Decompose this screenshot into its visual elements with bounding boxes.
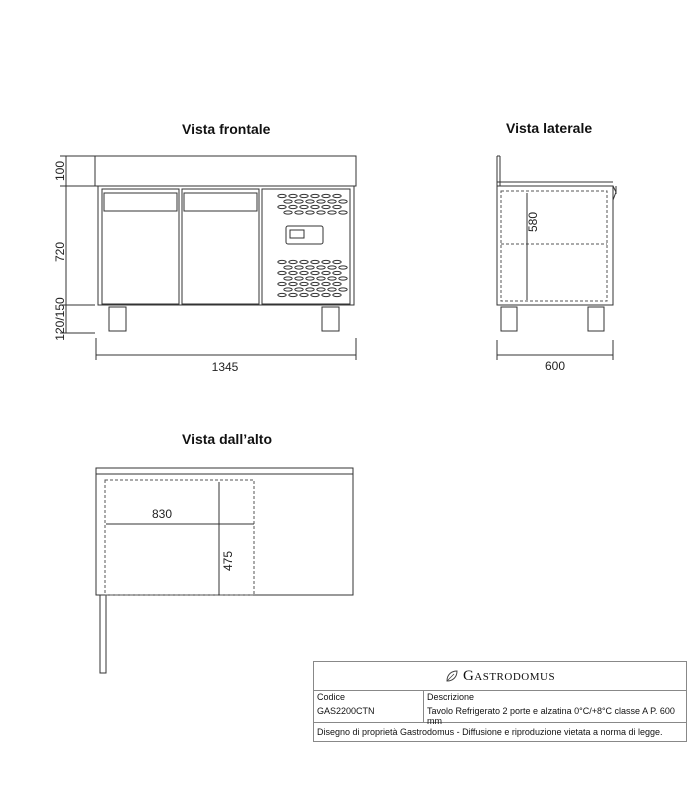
top-worktop (96, 468, 353, 595)
vent-slot (300, 282, 308, 285)
front-view (60, 156, 356, 360)
front-leg-right (322, 307, 339, 331)
vent-slot (322, 260, 330, 263)
vent-slot (328, 288, 336, 291)
vent-slot (306, 266, 314, 269)
vent-slot (311, 271, 319, 274)
vent-slot (289, 271, 297, 274)
vent-slot (317, 200, 325, 203)
vent-slot (317, 211, 325, 214)
vent-slot (295, 200, 303, 203)
vent-slot (278, 194, 286, 197)
front-leg-left (109, 307, 126, 331)
vent-slot (300, 205, 308, 208)
vent-slot (311, 293, 319, 296)
title-block (313, 661, 687, 742)
vent-slot (295, 266, 303, 269)
dim-front-width: 1345 (211, 360, 239, 374)
vent-slot (278, 260, 286, 263)
side-leg-front (501, 307, 517, 331)
vent-slot (284, 277, 292, 280)
vent-slot (284, 200, 292, 203)
front-door-right (182, 189, 259, 304)
vent-slot (311, 260, 319, 263)
vent-slot (311, 282, 319, 285)
dim-side-internal-height: 580 (526, 211, 541, 233)
vent-slot (317, 277, 325, 280)
vent-slot (339, 266, 347, 269)
vent-slot (278, 282, 286, 285)
vent-slot (317, 288, 325, 291)
vent-slot (295, 211, 303, 214)
dim-top-internal-width: 830 (151, 507, 173, 521)
side-view-title: Vista laterale (506, 120, 593, 136)
code-value: GAS2200CTN (317, 706, 375, 716)
front-view-title: Vista frontale (182, 121, 271, 137)
vent-slot (300, 293, 308, 296)
front-width-dimension (96, 338, 356, 360)
vent-slot (306, 200, 314, 203)
side-depth-dimension (497, 340, 613, 360)
vent-slot (333, 260, 341, 263)
vent-slot (295, 288, 303, 291)
vent-slot (328, 211, 336, 214)
code-label: Codice (317, 692, 346, 702)
brand-logo (314, 662, 686, 691)
vent-slot (339, 200, 347, 203)
vent-slot (300, 194, 308, 197)
vent-slot (278, 293, 286, 296)
vent-slot (333, 205, 341, 208)
vent-slot (278, 271, 286, 274)
side-view (497, 156, 616, 360)
description-cell (424, 690, 686, 726)
vent-slot (322, 205, 330, 208)
dim-side-depth: 600 (544, 359, 566, 373)
vent-slot (311, 205, 319, 208)
vent-slot (306, 277, 314, 280)
vent-slot (306, 211, 314, 214)
brand-leaf-icon (445, 669, 459, 683)
top-door-open (100, 595, 106, 673)
side-leg-back (588, 307, 604, 331)
vent-slot (322, 194, 330, 197)
vent-slot (295, 277, 303, 280)
vent-slot (300, 260, 308, 263)
vent-slot (322, 293, 330, 296)
vent-slot (317, 266, 325, 269)
vent-slot (311, 194, 319, 197)
vent-slot (322, 282, 330, 285)
vent-slot (339, 211, 347, 214)
front-door-left (102, 189, 179, 304)
vent-slot (322, 271, 330, 274)
vent-slot (339, 277, 347, 280)
vent-slot (333, 282, 341, 285)
vent-slot (328, 200, 336, 203)
vent-slot (300, 271, 308, 274)
vent-slot (284, 288, 292, 291)
vent-slot (289, 260, 297, 263)
vent-grille-top (278, 194, 347, 214)
vent-slot (328, 277, 336, 280)
code-cell (314, 690, 424, 722)
dim-front-body-height: 720 (53, 241, 68, 263)
vent-slot (289, 194, 297, 197)
front-compressor-panel (262, 189, 350, 304)
vent-slot (284, 211, 292, 214)
vent-slot (328, 266, 336, 269)
dim-top-internal-depth: 475 (221, 550, 236, 572)
vent-slot (333, 271, 341, 274)
vent-slot (289, 205, 297, 208)
brand-name: Gastrodomus (462, 667, 556, 684)
description-value: Tavolo Refrigerato 2 porte e alzatina 0°C/+8°C classe A P. 600 mm (427, 706, 675, 726)
vent-slot (333, 194, 341, 197)
vent-slot (306, 288, 314, 291)
dim-front-top-height: 100 (53, 160, 68, 182)
front-upstand (95, 156, 356, 186)
dim-front-leg-height: 120/150 (53, 297, 68, 341)
vent-slot (289, 282, 297, 285)
vent-grille-bottom (278, 260, 347, 296)
vent-slot (278, 205, 286, 208)
copyright-notice: Disegno di proprietà Gastrodomus - Diffusione e riproduzione vietata a norma di legge. (317, 727, 663, 737)
top-internal-outline (105, 480, 254, 595)
side-body (497, 186, 613, 305)
front-body (98, 186, 354, 305)
vent-slot (289, 293, 297, 296)
vent-slot (339, 288, 347, 291)
description-label: Descrizione (427, 692, 475, 702)
thermostat-screen (290, 230, 304, 238)
vent-slot (284, 266, 292, 269)
front-door-right-handle (184, 193, 257, 211)
front-door-left-handle (104, 193, 177, 211)
side-internal-outline (501, 191, 607, 301)
top-view-title: Vista dall’alto (182, 431, 272, 447)
vent-slot (333, 293, 341, 296)
